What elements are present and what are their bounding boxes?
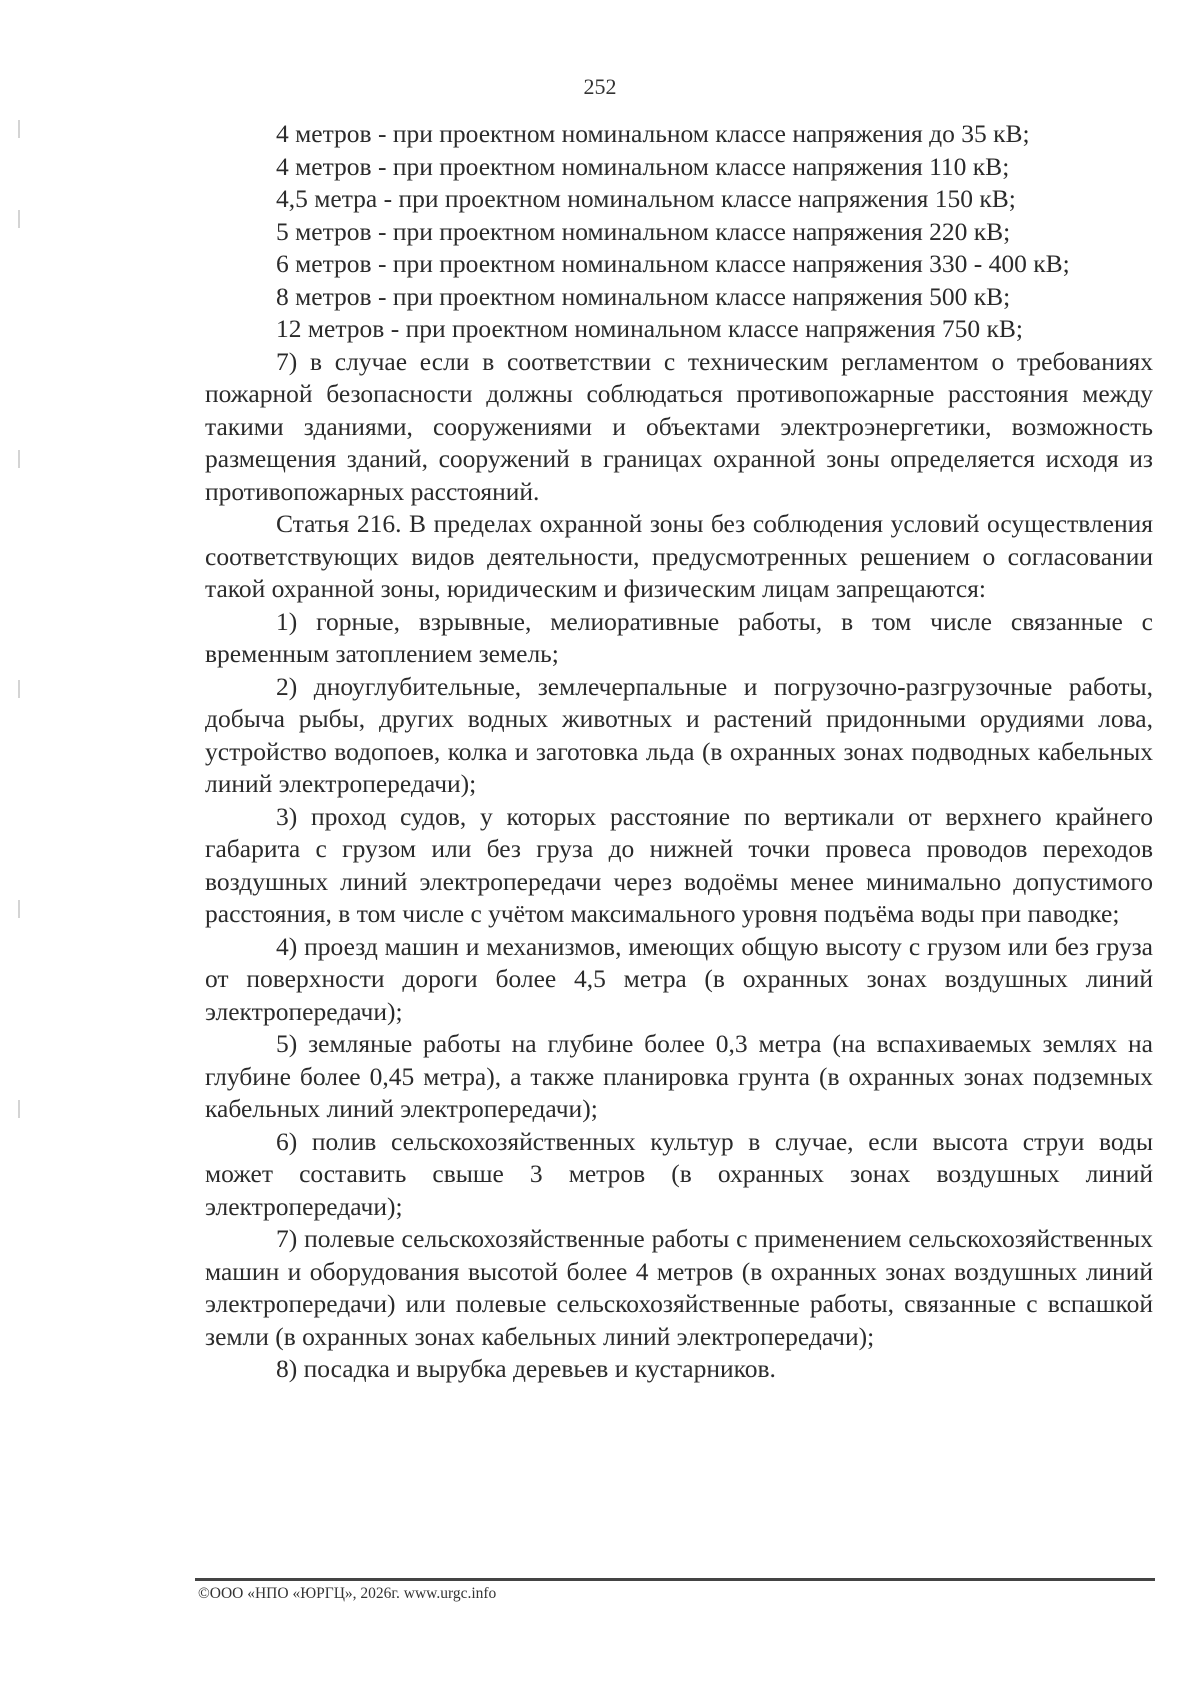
page-number: 252 [583, 74, 617, 99]
list-item-35kv: 4 метров - при проектном номинальном классе напряжения до 35 кВ; [276, 119, 1030, 148]
prohibition-3: 3) проход судов, у которых расстояние по вертикали от верхнего крайнего габарита с грузом или без груза до нижней точки провеса проводов переходов воздушных линий электропередачи через водоёмы менее минимально допустимого расстояния, в том числе с учётом максимального уровня подъёма воды при паводке; [205, 801, 1153, 928]
prohibition-8: 8) посадка и вырубка деревьев и кустарников. [276, 1354, 776, 1383]
prohibition-1: 1) горные, взрывные, мелиоративные работы, в том числе связанные с временным затоплением земель; [205, 606, 1153, 668]
list-item-150kv: 4,5 метра - при проектном номинальном классе напряжения 150 кВ; [276, 184, 1016, 213]
list-item-500kv: 8 метров - при проектном номинальном классе напряжения 500 кВ; [276, 281, 1011, 311]
footer-copyright: ©ООО «НПО «ЮРГЦ», 2026г. www.urgc.info [198, 1585, 497, 1602]
article-216-heading: Статья 216. В пределах охранной зоны без соблюдения условий осуществления соответствующих видов деятельности, предусмотренных решением о согласовании такой охранной зоны, юридическим и физическим лицам запрещаются: [205, 509, 1153, 603]
list-item-330-400kv: 6 метров - при проектном номинальном классе напряжения 330 - 400 кВ; [276, 249, 1070, 278]
list-item-110kv: 4 метров - при проектном номинальном классе напряжения 110 кВ; [276, 151, 1010, 181]
document-body [205, 118, 1153, 1386]
list-item-220kv: 5 метров - при проектном номинальном классе напряжения 220 кВ; [276, 216, 1011, 246]
prohibition-5: 5) земляные работы на глубине более 0,3 метра (на вспахиваемых землях на глубине более 0,45 метра), а также планировка грунта (в охранных зонах подземных кабельных линий электропередачи); [205, 1029, 1153, 1123]
prohibition-4: 4) проезд машин и механизмов, имеющих общую высоту с грузом или без груза от поверхности дороги более 4,5 метра (в охранных зонах воздушных линий электропередачи); [205, 931, 1153, 1026]
prohibition-2: 2) дноуглубительные, землечерпальные и погрузочно-разгрузочные работы, добыча рыбы, других водных животных и растений придонными орудиями лова, устройство водопоев, колка и заготовка льда (в охранных зонах подводных кабельных линий электропередачи); [205, 671, 1153, 798]
prohibition-6: 6) полив сельскохозяйственных культур в случае, если высота струи воды может составить свыше 3 метров (в охранных зонах воздушных линий электропередачи); [205, 1126, 1153, 1221]
footer-divider [195, 1578, 1155, 1581]
list-item-750kv: 12 метров - при проектном номинальном классе напряжения 750 кВ; [276, 314, 1023, 343]
scan-margin-marks [18, 120, 20, 1120]
clause-7-fire-safety: 7) в случае если в соответствии с техническим регламентом о требованиях пожарной безопасности должны соблюдаться противопожарные расстояния между такими зданиями, сооружениями и объектами электроэнергетики, возможность размещения зданий, сооружений в границах охранной зоны определяется исходя из противопожарных расстояний. [205, 346, 1153, 506]
prohibition-7: 7) полевые сельскохозяйственные работы с применением сельскохозяйственных машин и оборудования высотой более 4 метров (в охранных зонах воздушных линий электропередачи) или полевые сельскохозяйственные работы, связанные с вспашкой земли (в охранных зонах кабельных линий электропередачи); [205, 1224, 1153, 1351]
